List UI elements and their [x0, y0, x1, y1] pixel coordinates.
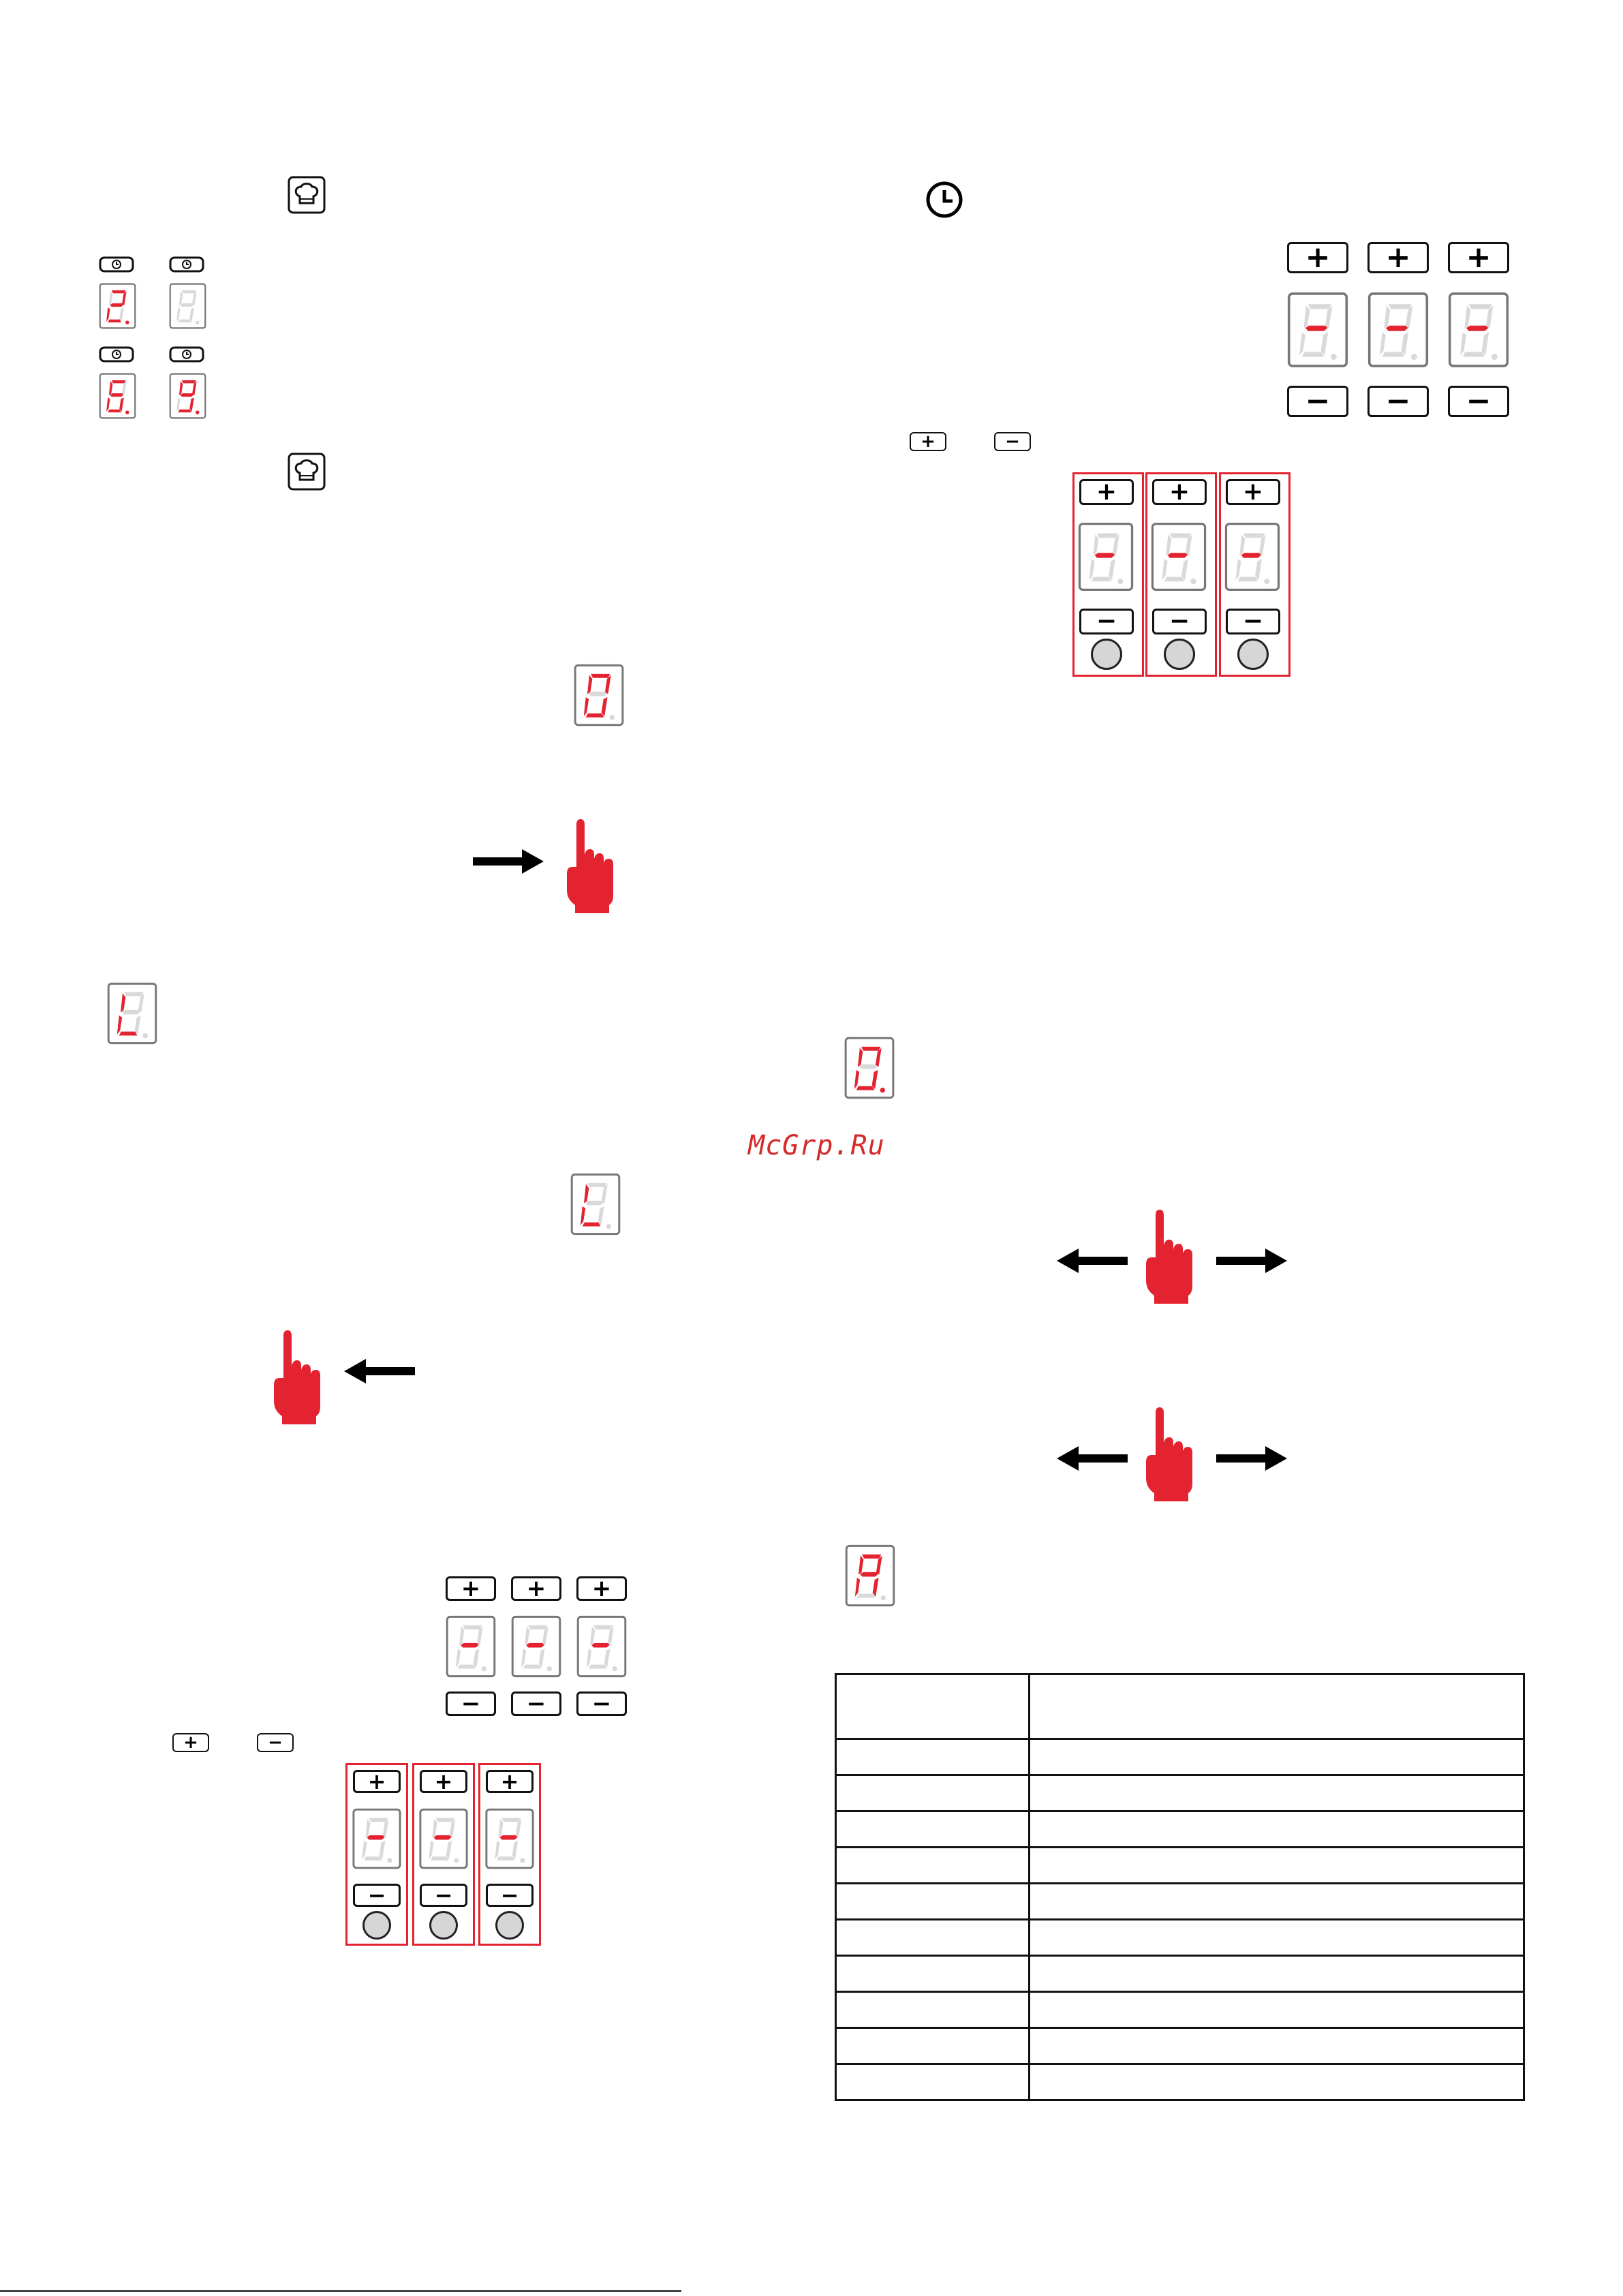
display-segment-g [860, 1572, 878, 1577]
minus-button[interactable]: − [511, 1692, 561, 1716]
decimal-point [881, 1595, 886, 1600]
display-segment-a [862, 1555, 881, 1559]
display-segment-d [523, 1665, 542, 1669]
display-segment-a [1469, 304, 1492, 309]
display-segment-g [1305, 326, 1327, 331]
decimal-point [880, 1088, 885, 1092]
display-segment-a [182, 290, 196, 293]
display-segment-a [591, 674, 610, 678]
display-segment-g [181, 303, 194, 307]
display-segment-d [589, 1665, 607, 1669]
display-segment-a [435, 1818, 454, 1822]
decimal-point [610, 715, 615, 720]
decimal-point [454, 1858, 459, 1863]
plus-button[interactable]: + [511, 1576, 561, 1601]
decimal-point [125, 410, 129, 414]
zone-indicator-circle [1091, 639, 1122, 670]
display-segment-d [583, 1223, 601, 1227]
timer-icon [169, 346, 204, 363]
plus-button[interactable]: + [420, 1770, 467, 1793]
display-segment-d [1164, 577, 1185, 582]
chef-hat-icon [288, 453, 326, 491]
display-segment-a [593, 1625, 613, 1629]
display-segment-d [119, 1032, 138, 1036]
minus-button[interactable]: − [1448, 386, 1509, 417]
display-segment-g [859, 1065, 878, 1069]
display-segment-g [181, 393, 194, 397]
arrow-left-icon [344, 1359, 415, 1383]
decimal-point [196, 320, 199, 324]
display-segment-d [1238, 577, 1258, 582]
decimal-point [606, 1224, 611, 1229]
display-segment-d [497, 1856, 514, 1861]
display-segment-a [1097, 534, 1118, 538]
plus-button[interactable]: + [576, 1576, 627, 1601]
seven-segment-display [570, 1173, 621, 1236]
decimal-point [613, 1666, 617, 1671]
pointing-hand-icon [273, 1330, 322, 1426]
display-segment-a [501, 1818, 521, 1822]
plus-button[interactable]: + [1287, 242, 1348, 273]
zone-indicator-circle [1164, 639, 1195, 670]
display-segment-d [178, 410, 191, 412]
display-segment-g [122, 1010, 140, 1015]
zone-indicator-circle [362, 1911, 391, 1940]
decimal-point [547, 1666, 552, 1671]
display-segment-a [861, 1047, 880, 1051]
display-segment-a [1308, 304, 1331, 309]
seven-segment-display [1224, 522, 1280, 592]
display-segment-g [110, 303, 124, 307]
arrow-left-icon [1057, 1446, 1128, 1471]
clock-icon [925, 181, 963, 219]
zone-indicator-circle [1237, 639, 1269, 670]
display-segment-g [585, 1201, 604, 1206]
display-segment-d [1463, 352, 1485, 356]
seven-segment-display [107, 982, 157, 1045]
plus-button[interactable]: + [910, 432, 946, 451]
decimal-point [125, 320, 129, 324]
seven-segment-display [418, 1808, 469, 1869]
display-segment-d [586, 714, 604, 718]
display-segment-d [1302, 352, 1324, 356]
plus-button[interactable]: + [446, 1576, 496, 1601]
display-segment-g [1241, 553, 1262, 557]
pointing-hand-icon [566, 819, 615, 915]
seven-segment-display [1367, 292, 1429, 368]
display-segment-g [461, 1643, 479, 1648]
seven-segment-display [1078, 522, 1134, 592]
display-segment-a [112, 290, 126, 293]
display-segment-a [1389, 304, 1412, 309]
timer-icon [169, 256, 204, 273]
decimal-point [1264, 579, 1269, 584]
decimal-point [1411, 354, 1417, 360]
seven-segment-display [1287, 292, 1348, 368]
display-segment-g [526, 1643, 544, 1648]
minus-button[interactable]: − [1287, 386, 1348, 417]
display-segment-d [431, 1856, 448, 1861]
settings-table [835, 1673, 1525, 2101]
minus-button[interactable]: − [576, 1692, 627, 1716]
decimal-point [143, 1033, 148, 1038]
display-segment-a [463, 1625, 482, 1629]
minus-button[interactable]: − [1367, 386, 1429, 417]
minus-button[interactable]: − [257, 1733, 294, 1752]
arrow-right-icon [473, 849, 544, 874]
minus-button[interactable]: − [486, 1884, 534, 1907]
minus-button[interactable]: − [1226, 609, 1280, 634]
pointing-hand-icon [1145, 1210, 1194, 1305]
decimal-point [1117, 579, 1123, 584]
seven-segment-display [484, 1808, 535, 1869]
zone-indicator-circle [429, 1911, 458, 1940]
display-segment-a [587, 1183, 606, 1187]
arrow-right-icon [1216, 1446, 1287, 1471]
arrow-left-icon [1057, 1249, 1128, 1273]
decimal-point [387, 1858, 392, 1863]
seven-segment-display [576, 1615, 627, 1678]
display-segment-g [1386, 326, 1408, 331]
plus-button[interactable]: + [1226, 479, 1280, 505]
watermark-text: McGrp.Ru [748, 1130, 885, 1161]
seven-segment-display [844, 1037, 895, 1099]
seven-segment-display [446, 1615, 496, 1678]
minus-button[interactable]: − [446, 1692, 496, 1716]
minus-button[interactable]: − [420, 1884, 467, 1907]
plus-button[interactable]: + [353, 1770, 401, 1793]
plus-button[interactable]: + [486, 1770, 534, 1793]
display-segment-g [1095, 553, 1115, 557]
minus-button[interactable]: − [353, 1884, 401, 1907]
seven-segment-display [845, 1544, 895, 1607]
minus-button[interactable]: − [1079, 609, 1134, 634]
page-divider [0, 2290, 681, 2292]
plus-button[interactable]: + [1079, 479, 1134, 505]
minus-button[interactable]: − [1152, 609, 1207, 634]
display-segment-d [108, 320, 121, 322]
display-segment-d [1092, 577, 1112, 582]
seven-segment-display [99, 283, 136, 329]
plus-button[interactable]: + [1152, 479, 1207, 505]
display-segment-g [110, 393, 124, 397]
display-segment-a [369, 1818, 388, 1822]
decimal-point [520, 1858, 525, 1863]
display-segment-a [1243, 534, 1265, 538]
plus-button[interactable]: + [1448, 242, 1509, 273]
decimal-point [482, 1666, 486, 1671]
timer-icon [99, 346, 134, 363]
display-segment-d [857, 1594, 876, 1598]
pointing-hand-icon [1145, 1407, 1194, 1503]
plus-button[interactable]: + [172, 1733, 209, 1752]
seven-segment-display [1151, 522, 1207, 592]
display-segment-a [124, 992, 143, 996]
display-segment-g [499, 1835, 517, 1840]
seven-segment-display [511, 1615, 561, 1678]
timer-icon [99, 256, 134, 273]
display-segment-a [528, 1625, 547, 1629]
display-segment-g [1168, 553, 1188, 557]
decimal-point [196, 410, 199, 414]
display-segment-g [591, 1643, 610, 1648]
display-segment-a [1170, 534, 1191, 538]
display-segment-a [112, 380, 126, 383]
display-segment-a [182, 380, 196, 383]
arrow-right-icon [1216, 1249, 1287, 1273]
decimal-point [1190, 579, 1196, 584]
seven-segment-display [169, 373, 206, 419]
display-segment-d [856, 1086, 875, 1090]
display-segment-d [178, 320, 191, 322]
display-segment-g [433, 1835, 451, 1840]
seven-segment-display [169, 283, 206, 329]
decimal-point [1331, 354, 1337, 360]
chef-hat-icon [288, 176, 326, 214]
display-segment-d [1382, 352, 1404, 356]
display-segment-d [108, 410, 121, 412]
seven-segment-display [99, 373, 136, 419]
display-segment-g [1466, 326, 1488, 331]
zone-indicator-circle [495, 1911, 524, 1940]
seven-segment-display [352, 1808, 402, 1869]
display-segment-g [367, 1835, 384, 1840]
decimal-point [1491, 354, 1498, 360]
display-segment-d [364, 1856, 382, 1861]
display-segment-d [458, 1665, 476, 1669]
seven-segment-display [572, 664, 625, 726]
seven-segment-display [1448, 292, 1509, 368]
minus-button[interactable]: − [994, 432, 1031, 451]
display-segment-g [589, 692, 607, 697]
plus-button[interactable]: + [1367, 242, 1429, 273]
